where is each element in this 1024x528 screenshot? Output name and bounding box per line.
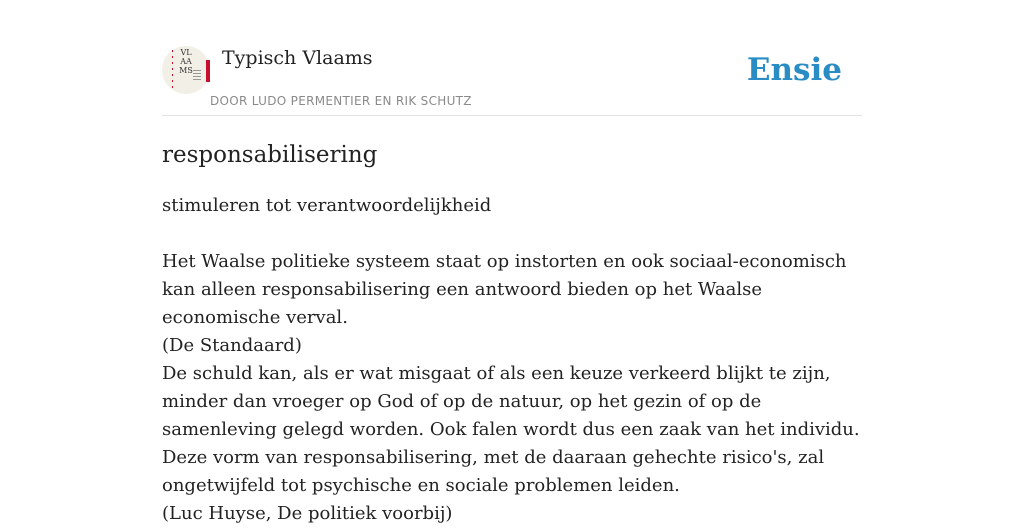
- site-title-link[interactable]: Typisch Vlaams: [222, 47, 373, 69]
- example-source: (De Standaard): [162, 335, 302, 356]
- entry-definition: stimuleren tot verantwoordelijkheid: [162, 195, 492, 216]
- ensie-brand-link[interactable]: Ensie: [746, 52, 842, 88]
- byline: DOOR LUDO PERMENTIER EN RIK SCHUTZ: [210, 94, 472, 108]
- entry-term: responsabilisering: [162, 142, 378, 168]
- paragraph-gap: [162, 220, 862, 248]
- logo-decoration: [172, 50, 173, 88]
- logo-accent-bar: [206, 60, 210, 82]
- book-cover-logo-icon[interactable]: [162, 46, 210, 94]
- logo-decoration-lines: [193, 70, 201, 80]
- example-paragraph: Het Waalse politieke systeem staat op instorten en ook sociaal-economisch kan alleen responsabilisering een antwoord bieden op het Waalse economische verval.: [162, 251, 847, 328]
- logo-text: VLAAMS: [179, 48, 193, 75]
- header: [162, 0, 862, 116]
- page: [162, 0, 862, 524]
- entry-content: [162, 192, 862, 528]
- example-paragraph: De schuld kan, als er wat misgaat of als een keuze verkeerd blijkt te zijn, minder dan vroeger op God of op de natuur, op het gezin of op de samenleving gelegd worden. Ook falen wordt dus een zaak van het individu. Deze vorm van responsabilisering, met de daaraan gehechte risico's, zal ongetwijfeld tot psychische en sociale problemen leiden.: [162, 363, 860, 496]
- example-source: (Luc Huyse, De politiek voorbij): [162, 503, 453, 524]
